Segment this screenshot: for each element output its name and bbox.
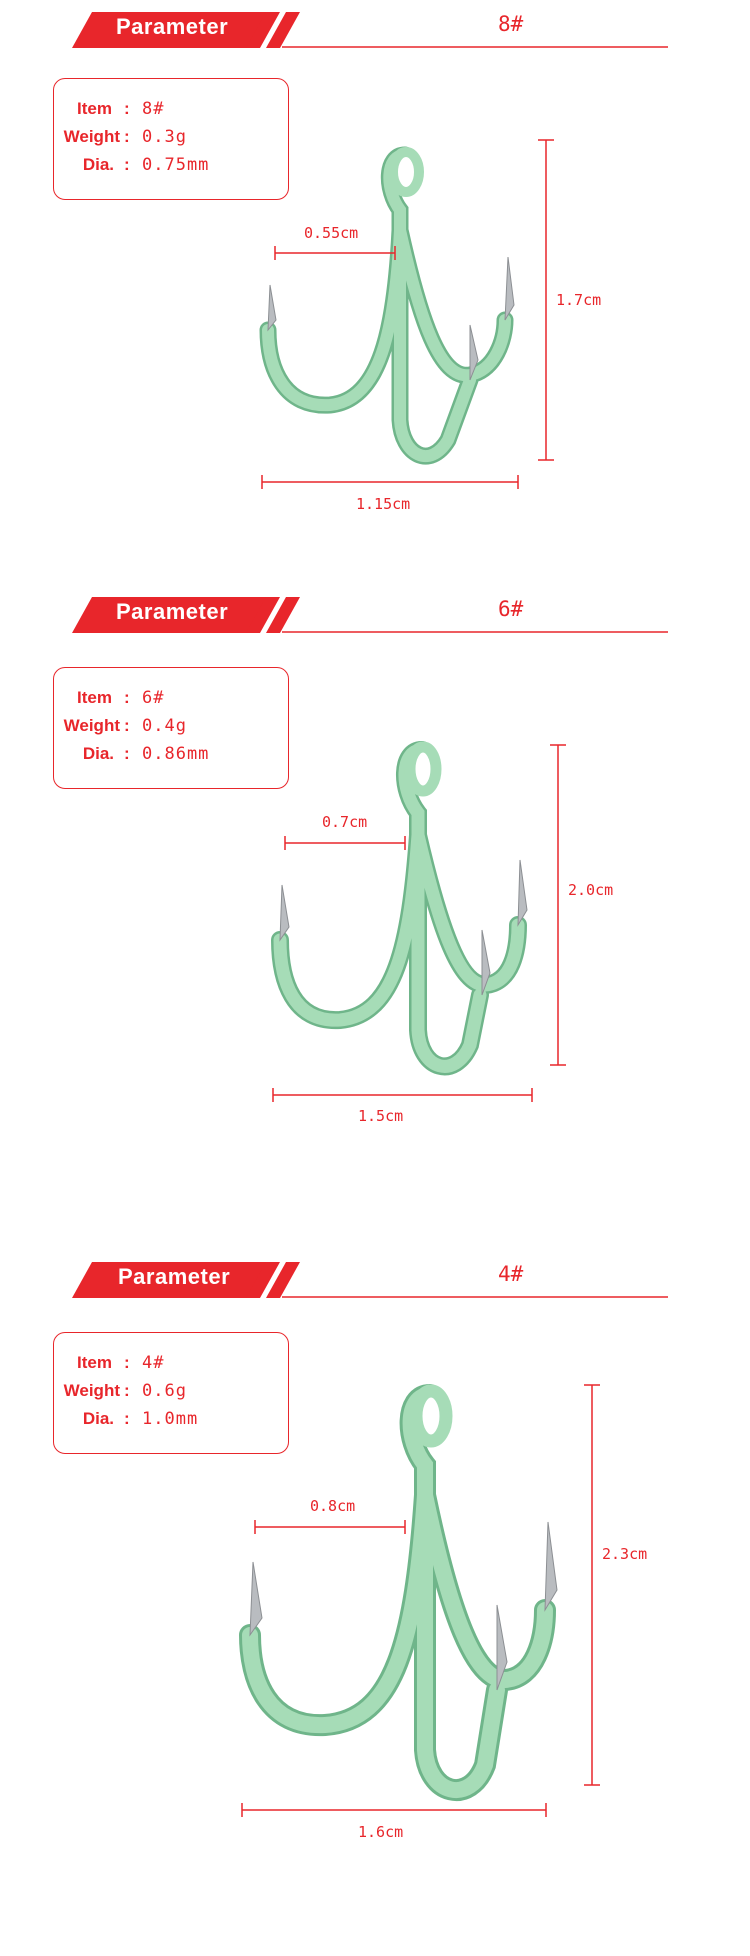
spec-key: Dia. — [82, 744, 114, 763]
hook-section-6 — [0, 585, 750, 1185]
spec-value: 1.0mm — [142, 1409, 199, 1429]
hook-section-4 — [0, 1250, 750, 1956]
dimension-gap-label: 0.7cm — [322, 813, 368, 831]
spec-separator: : — [124, 688, 130, 707]
spec-key: Dia. — [82, 155, 114, 174]
spec-separator: : — [124, 744, 130, 763]
hook-diagram — [0, 0, 750, 560]
spec-separator: : — [124, 1381, 130, 1400]
dimension-height — [550, 745, 566, 1065]
banner-title: Parameter — [116, 14, 229, 39]
spec-separator: : — [124, 716, 130, 735]
spec-separator: : — [124, 155, 130, 174]
dimension-gap-label: 0.55cm — [304, 224, 359, 242]
hook-diagram — [0, 585, 750, 1185]
dimension-width-label: 1.15cm — [356, 495, 411, 513]
spec-key: Item — [77, 99, 112, 118]
dimension-gap — [285, 836, 405, 850]
dimension-height — [584, 1385, 600, 1785]
spec-key: Dia. — [82, 1409, 114, 1428]
dimension-width — [262, 475, 518, 489]
hook-diagram — [0, 1250, 750, 1956]
spec-separator: : — [124, 1409, 130, 1428]
spec-value: 8# — [142, 99, 165, 119]
size-heading: 6# — [498, 597, 524, 621]
size-heading: 8# — [498, 12, 524, 36]
banner-title: Parameter — [116, 599, 229, 624]
treble-hook-illustration — [268, 152, 514, 456]
spec-separator: : — [124, 127, 130, 146]
treble-hook-illustration — [280, 747, 527, 1066]
spec-key: Weight — [63, 716, 120, 735]
spec-value: 0.3g — [142, 127, 187, 147]
dimension-height-label: 2.3cm — [602, 1545, 648, 1563]
spec-separator: : — [124, 99, 130, 118]
dimension-width — [273, 1088, 532, 1102]
spec-key: Weight — [63, 1381, 120, 1400]
dimension-gap — [255, 1520, 405, 1534]
spec-key: Item — [77, 688, 112, 707]
dimension-gap — [275, 246, 395, 260]
dimension-width-label: 1.6cm — [358, 1823, 404, 1841]
dimension-width — [242, 1803, 546, 1817]
spec-key: Item — [77, 1353, 112, 1372]
spec-value: 0.6g — [142, 1381, 187, 1401]
dimension-height-label: 2.0cm — [568, 881, 614, 899]
hook-section-8 — [0, 0, 750, 560]
spec-value: 0.4g — [142, 716, 187, 736]
spec-value: 0.86mm — [142, 744, 210, 764]
spec-separator: : — [124, 1353, 130, 1372]
size-heading: 4# — [498, 1262, 524, 1286]
spec-value: 6# — [142, 688, 165, 708]
banner-title: Parameter — [118, 1264, 231, 1289]
spec-value: 0.75mm — [142, 155, 210, 175]
spec-key: Weight — [63, 127, 120, 146]
dimension-height — [538, 140, 554, 460]
dimension-height-label: 1.7cm — [556, 291, 602, 309]
dimension-gap-label: 0.8cm — [310, 1497, 356, 1515]
treble-hook-illustration — [250, 1391, 557, 1790]
spec-value: 4# — [142, 1353, 165, 1373]
dimension-width-label: 1.5cm — [358, 1107, 404, 1125]
